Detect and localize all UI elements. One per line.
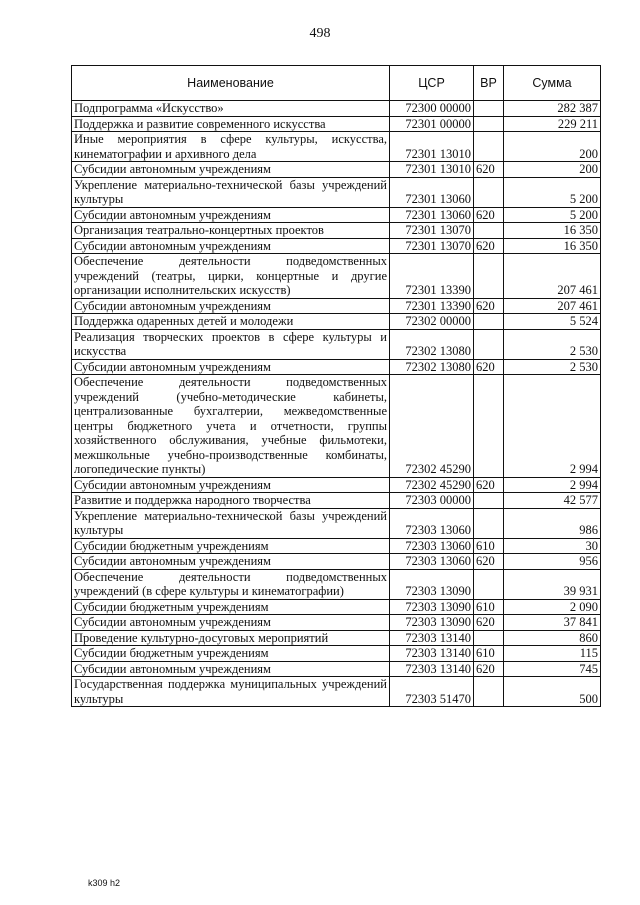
row-code: 72302 13080 [390, 359, 474, 375]
row-vr: 620 [474, 298, 504, 314]
row-name: Поддержка и развитие современного искусства [72, 116, 390, 132]
row-code: 72301 13070 [390, 238, 474, 254]
table-row [72, 132, 601, 162]
table-row [72, 238, 601, 254]
table-row [72, 477, 601, 493]
header-code: ЦСР [390, 66, 474, 101]
row-sum: 115 [504, 646, 601, 662]
row-sum: 986 [504, 508, 601, 538]
row-name: Обеспечение деятельности подведомственных учреждений (театры, цирки, концертные и другие организации исполнительских искусств) [72, 254, 390, 299]
row-name: Развитие и поддержка народного творчества [72, 493, 390, 509]
table-row [72, 493, 601, 509]
row-sum: 2 994 [504, 477, 601, 493]
table-row [72, 329, 601, 359]
row-name: Реализация творческих проектов в сфере культуры и искусства [72, 329, 390, 359]
table-row [72, 375, 601, 478]
row-sum: 229 211 [504, 116, 601, 132]
row-name: Субсидии автономным учреждениям [72, 661, 390, 677]
row-sum: 200 [504, 132, 601, 162]
row-vr: 610 [474, 599, 504, 615]
row-code: 72301 13060 [390, 207, 474, 223]
row-name: Государственная поддержка муниципальных учреждений культуры [72, 677, 390, 707]
row-name: Субсидии бюджетным учреждениям [72, 538, 390, 554]
row-code: 72303 13140 [390, 630, 474, 646]
row-sum: 956 [504, 554, 601, 570]
row-code: 72301 13010 [390, 162, 474, 178]
row-code: 72301 00000 [390, 116, 474, 132]
row-sum: 42 577 [504, 493, 601, 509]
row-code: 72302 45290 [390, 477, 474, 493]
row-name: Субсидии автономным учреждениям [72, 238, 390, 254]
table-row [72, 661, 601, 677]
row-sum: 2 530 [504, 329, 601, 359]
row-sum: 5 200 [504, 177, 601, 207]
row-vr [474, 223, 504, 239]
row-code: 72302 45290 [390, 375, 474, 478]
row-name: Субсидии бюджетным учреждениям [72, 599, 390, 615]
table-row [72, 177, 601, 207]
row-code: 72302 13080 [390, 329, 474, 359]
row-name: Укрепление материально-технической базы учреждений культуры [72, 177, 390, 207]
row-name: Укрепление материально-технической базы учреждений культуры [72, 508, 390, 538]
row-code: 72301 13060 [390, 177, 474, 207]
row-code: 72301 13010 [390, 132, 474, 162]
row-name: Субсидии автономным учреждениям [72, 359, 390, 375]
row-name: Подпрограмма «Искусство» [72, 101, 390, 117]
header-name: Наименование [72, 66, 390, 101]
table-row [72, 569, 601, 599]
row-sum: 500 [504, 677, 601, 707]
row-code: 72301 13390 [390, 254, 474, 299]
footer-code: k309 h2 [88, 878, 121, 888]
row-sum: 16 350 [504, 238, 601, 254]
row-vr: 620 [474, 661, 504, 677]
row-vr: 620 [474, 477, 504, 493]
table-row [72, 359, 601, 375]
row-vr: 620 [474, 359, 504, 375]
row-code: 72303 51470 [390, 677, 474, 707]
row-sum: 30 [504, 538, 601, 554]
row-name: Иные мероприятия в сфере культуры, искусства, кинематографии и архивного дела [72, 132, 390, 162]
row-vr [474, 101, 504, 117]
row-vr [474, 375, 504, 478]
header-vr: ВР [474, 66, 504, 101]
row-name: Субсидии автономным учреждениям [72, 298, 390, 314]
row-vr [474, 493, 504, 509]
row-sum: 37 841 [504, 615, 601, 631]
table-row [72, 314, 601, 330]
table-header-row [72, 66, 601, 101]
row-code: 72303 13060 [390, 554, 474, 570]
table-row [72, 615, 601, 631]
row-sum: 5 200 [504, 207, 601, 223]
row-vr [474, 630, 504, 646]
row-sum: 200 [504, 162, 601, 178]
header-sum: Сумма [504, 66, 601, 101]
row-code: 72303 00000 [390, 493, 474, 509]
row-name: Субсидии автономным учреждениям [72, 615, 390, 631]
table-row [72, 554, 601, 570]
row-vr: 610 [474, 538, 504, 554]
row-name: Проведение культурно-досуговых мероприятий [72, 630, 390, 646]
row-vr: 620 [474, 207, 504, 223]
row-vr [474, 569, 504, 599]
budget-table [71, 65, 601, 707]
row-sum: 2 994 [504, 375, 601, 478]
row-code: 72303 13140 [390, 661, 474, 677]
row-code: 72301 13390 [390, 298, 474, 314]
row-sum: 2 530 [504, 359, 601, 375]
row-sum: 5 524 [504, 314, 601, 330]
table-row [72, 254, 601, 299]
row-name: Субсидии автономным учреждениям [72, 477, 390, 493]
row-sum: 207 461 [504, 298, 601, 314]
table-row [72, 646, 601, 662]
row-sum: 860 [504, 630, 601, 646]
row-vr [474, 329, 504, 359]
table-row [72, 298, 601, 314]
row-name: Организация театрально-концертных проектов [72, 223, 390, 239]
row-name: Обеспечение деятельности подведомственных учреждений (в сфере культуры и кинематографии) [72, 569, 390, 599]
row-vr [474, 314, 504, 330]
row-vr: 620 [474, 162, 504, 178]
row-code: 72303 13090 [390, 599, 474, 615]
table-row [72, 207, 601, 223]
row-vr: 620 [474, 554, 504, 570]
row-code: 72303 13090 [390, 615, 474, 631]
row-name: Субсидии автономным учреждениям [72, 162, 390, 178]
row-vr [474, 177, 504, 207]
row-sum: 207 461 [504, 254, 601, 299]
row-vr [474, 508, 504, 538]
row-name: Субсидии бюджетным учреждениям [72, 646, 390, 662]
table-row [72, 630, 601, 646]
table-row [72, 162, 601, 178]
table-row [72, 101, 601, 117]
row-sum: 16 350 [504, 223, 601, 239]
table-row [72, 599, 601, 615]
page-number: 498 [309, 26, 331, 41]
row-code: 72303 13140 [390, 646, 474, 662]
row-code: 72300 00000 [390, 101, 474, 117]
row-vr [474, 132, 504, 162]
table-row [72, 116, 601, 132]
row-name: Субсидии автономным учреждениям [72, 554, 390, 570]
row-code: 72303 13060 [390, 538, 474, 554]
row-name: Субсидии автономным учреждениям [72, 207, 390, 223]
table-row [72, 223, 601, 239]
row-vr: 620 [474, 238, 504, 254]
row-sum: 282 387 [504, 101, 601, 117]
row-code: 72302 00000 [390, 314, 474, 330]
row-vr [474, 116, 504, 132]
row-code: 72303 13090 [390, 569, 474, 599]
row-name: Обеспечение деятельности подведомственных учреждений (учебно-методические кабинеты, централизованные бухгалтерии, межведомственные центры бюджетного учета и отчетности, группы хозяйственного обслуживания, учебные фильмотеки, межшкольные учебно-производственные комбинаты, логопедические пункты) [72, 375, 390, 478]
row-sum: 39 931 [504, 569, 601, 599]
row-code: 72303 13060 [390, 508, 474, 538]
row-sum: 2 090 [504, 599, 601, 615]
row-vr [474, 677, 504, 707]
row-sum: 745 [504, 661, 601, 677]
row-vr: 610 [474, 646, 504, 662]
table-row [72, 538, 601, 554]
row-vr: 620 [474, 615, 504, 631]
table-row [72, 508, 601, 538]
row-vr [474, 254, 504, 299]
table-body [72, 101, 601, 707]
table-row [72, 677, 601, 707]
row-code: 72301 13070 [390, 223, 474, 239]
row-name: Поддержка одаренных детей и молодежи [72, 314, 390, 330]
